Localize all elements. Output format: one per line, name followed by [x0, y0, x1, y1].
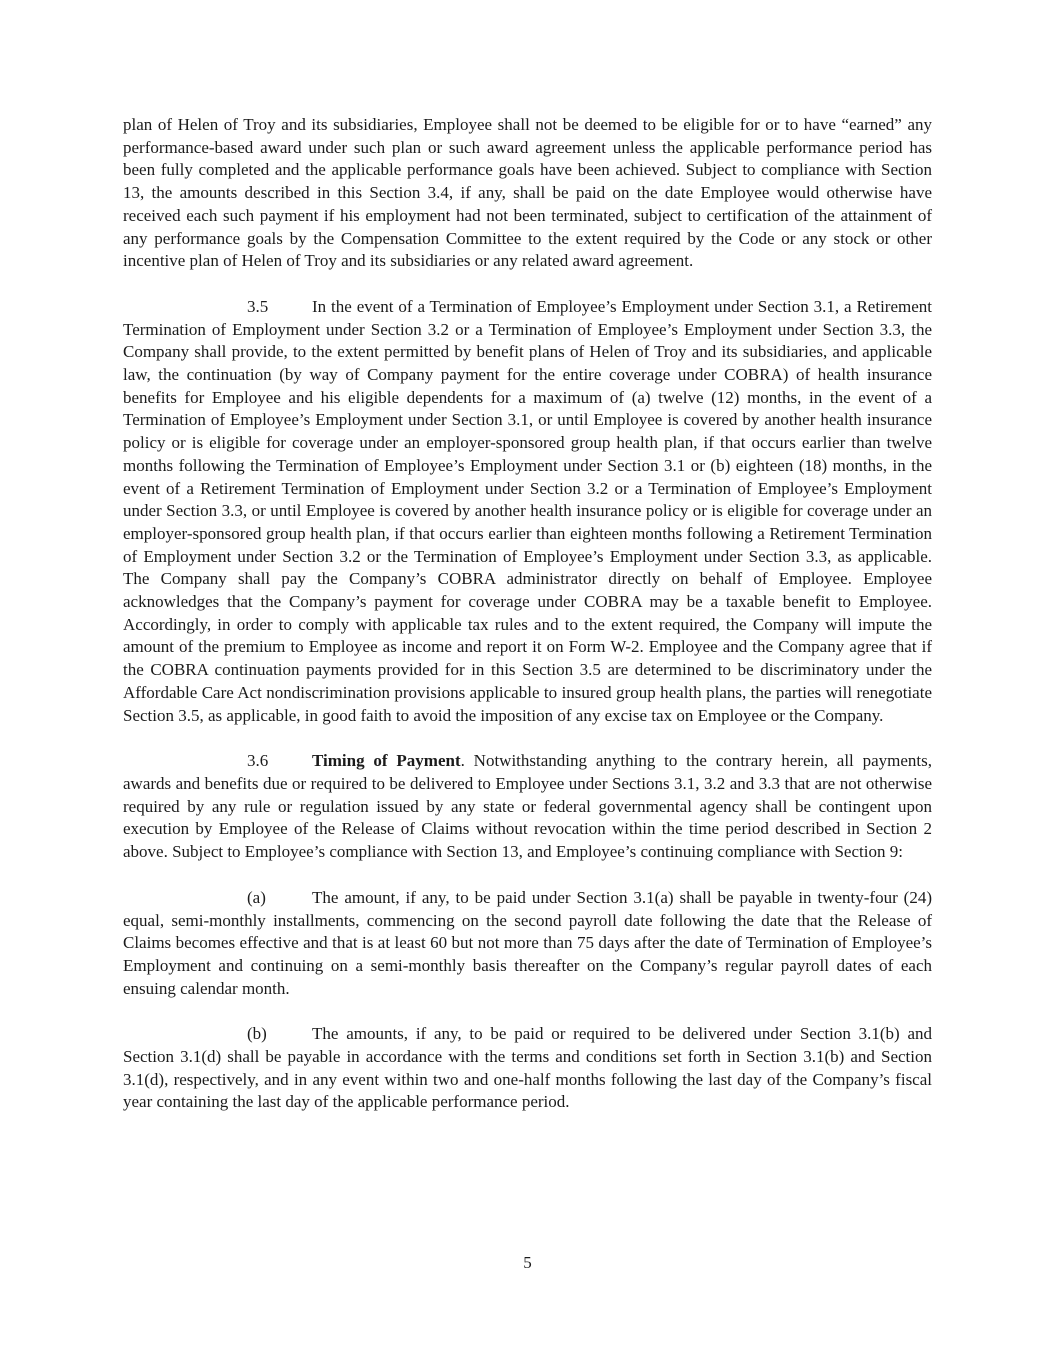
- paragraph-subsection-a: [123, 887, 932, 1001]
- section-number: 3.5: [247, 296, 269, 316]
- paragraph-section-3-6: [123, 750, 932, 864]
- page-number: 5: [523, 1253, 532, 1272]
- paragraph-section-3-5: [123, 296, 932, 727]
- subsection-letter: (b): [247, 1024, 267, 1044]
- paragraph-subsection-b: [123, 1023, 932, 1114]
- paragraph-text: plan of Helen of Troy and its subsidiaries, Employee shall not be deemed to be eligible for or to have “earned” any performance-based award under such plan or such award agreement unless the applicable performance period has been fully completed and the applicable performance goals have been achieved. Subject to compliance with Section 13, the amounts described in this Section 3.4, if any, shall be paid on the date Employee would otherwise have received each such payment if his employment had not been terminated, subject to certification of the attainment of any performance goals by the Compensation Committee to the extent required by the Code or any stock or other incentive plan of Helen of Troy and its subsidiaries or any related award agreement.: [123, 115, 932, 271]
- section-heading: Timing of Payment: [312, 751, 461, 771]
- paragraph-text: In the event of a Termination of Employee’s Employment under Section 3.1, a Retirement Termination of Employment under Section 3.2 or a Termination of Employee’s Employment under Section 3.3, the Company shall provide, to the extent permitted by benefit plans of Helen of Troy and its subsidiaries, and applicable law, the continuation (by way of Company payment for the entire coverage under COBRA) of health insurance benefits for Employee and his eligible dependents for a maximum of (a) twelve (12) months, in the event of a Termination of Employee’s Employment under Section 3.1, or until Employee is covered by another health insurance policy or is eligible for coverage under an employer-sponsored group health plan, if that occurs earlier than twelve months following the Termination of Employee’s Employment under Section 3.1 or (b) eighteen (18) months, in the event of a Retirement Termination of Employment under Section 3.2 or a Termination of Employee’s Employment under Section 3.3, or until Employee is covered by another health insurance policy or is eligible for coverage under an employer-sponsored group health plan, if that occurs earlier than eighteen months following a Retirement Termination of Employment under Section 3.2 or the Termination of Employee’s Employment under Section 3.3, as applicable. The Company shall pay the Company’s COBRA administrator directly on behalf of Employee. Employee acknowledges that the Company’s payment for coverage under COBRA may be a taxable benefit to Employee. Accordingly, in order to comply with applicable tax rules and to the extent required, the Company will impute the amount of the premium to Employee as income and report it on Form W-2. Employee and the Company agree that if the COBRA continuation payments provided for in this Section 3.5 are determined to be discriminatory under the Affordable Care Act nondiscrimination provisions applicable to insured group health plans, the parties will renegotiate Section 3.5, as applicable, in good faith to avoid the imposition of any excise tax on Employee or the Company.: [123, 296, 932, 725]
- section-number: 3.6: [247, 751, 269, 771]
- document-body: [123, 114, 932, 1137]
- paragraph-text: . Notwithstanding anything to the contrary herein, all payments, awards and benefits due or required to be delivered to Employee under Sections 3.1, 3.2 and 3.3 that are not otherwise required by any rule or regulation issued by any state or federal governmental agency shall be contingent upon execution by Employee of the Release of Claims without revocation within the time period described in Section 2 above. Subject to Employee’s compliance with Section 13, and Employee’s continuing compliance with Section 9:: [123, 751, 932, 862]
- paragraph-continuation: [123, 114, 932, 273]
- subsection-letter: (a): [247, 887, 266, 907]
- paragraph-text: The amount, if any, to be paid under Section 3.1(a) shall be payable in twenty-four (24) equal, semi-monthly installments, commencing on the second payroll date following the date that the Release of Claims becomes effective and that is at least 60 but not more than 75 days after the date of Termination of Employee’s Employment and continuing on a semi-monthly basis thereafter on the Company’s regular payroll dates of each ensuing calendar month.: [123, 887, 932, 998]
- paragraph-text: The amounts, if any, to be paid or required to be delivered under Section 3.1(b) and Section 3.1(d) shall be payable in accordance with the terms and conditions set forth in Section 3.1(b) and Section 3.1(d), respectively, and in any event within two and one-half months following the last day of the Company’s fiscal year containing the last day of the applicable performance period.: [123, 1024, 932, 1112]
